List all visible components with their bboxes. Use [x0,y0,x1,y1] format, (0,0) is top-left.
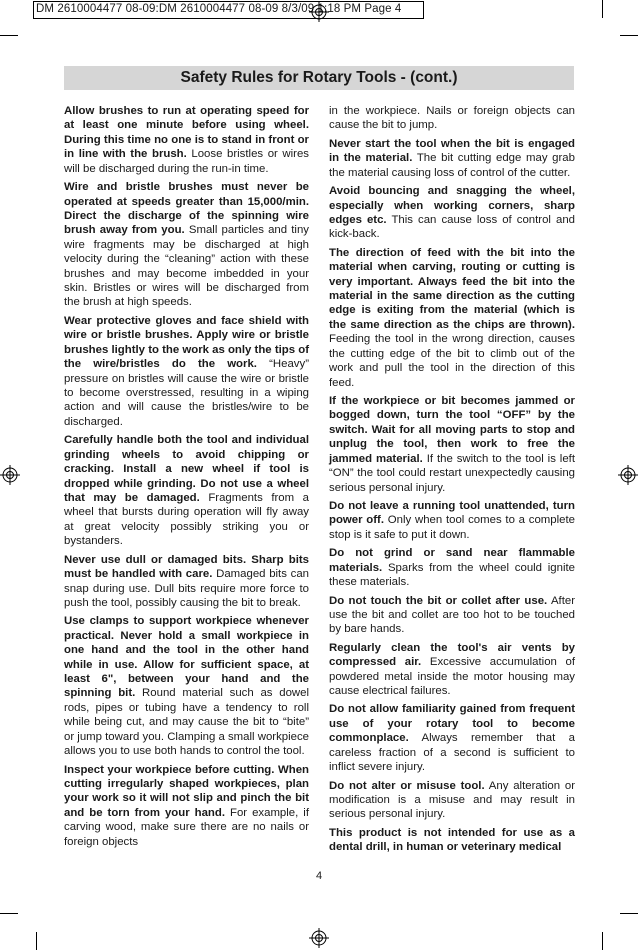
safety-rule-heading: Inspect your workpiece before cutting. When cutting irregularly shaped workpieces, plan your work so it will not slip and pinch the bit and be torn from your hand. [64,763,309,819]
safety-rule-heading: Never use dull or damaged bits. Sharp bits must be handled with care. [64,553,309,581]
safety-rule-text: For example, if carving wood, make sure there are no nails or foreign objects [64,806,309,848]
safety-rule-heading: The direction of feed with the bit into the material when carving, routing or cutting is very important. Always feed the bit into the material in the same direction as the cutting edge is exiting from the material (which is the same direction as the chips are thrown). [329,246,575,331]
safety-rule-heading: Wire and bristle brushes must never be operated at speeds greater than 15,000/min. Direct the discharge of the spinning wire brush away from you. [64,181,309,237]
safety-rule-paragraph [64,763,309,850]
safety-rule-text: The bit cutting edge may grab the material causing loss of control of the cutter. [329,152,575,179]
left-column [64,104,309,853]
safety-rule-heading: Do not leave a running tool unattended, turn power off. [329,499,575,527]
safety-rule-paragraph [329,826,575,855]
safety-rule-paragraph [329,184,575,242]
right-column [329,104,575,859]
safety-rule-paragraph [64,180,309,310]
safety-rule-text: Sparks from the wheel could ignite these materials. [329,561,575,589]
print-slug: DM 2610004477 08-09:DM 2610004477 08-09 8/3/09 1:18 PM Page 4 [36,3,402,15]
safety-rule-paragraph [329,779,575,822]
safety-rule-text: Excessive accumulation of powdered metal inside the motor housing may cause electrical failures. [329,656,575,698]
safety-rule-heading: Do not touch the bit or collet after use. [329,594,548,607]
safety-rule-paragraph [329,246,575,390]
registration-mark-icon [618,465,638,485]
safety-rule-heading: Never start the tool when the bit is engaged in the material. [329,137,575,165]
safety-rule-paragraph [64,314,309,429]
safety-rule-paragraph [329,641,575,699]
safety-rule-heading: Use clamps to support workpiece whenever practical. Never hold a small workpiece in one hand and the tool in the other hand while in use. Allow for sufficient space, at least 6", between your hand and the spinning bit. [64,615,309,700]
safety-rule-heading: Wear protective gloves and face shield with wire or bristle brushes. Apply wire or bristle brushes lightly to the work as only the tips of the wire/bristles do the work. [64,314,309,371]
safety-rule-heading: This product is not intended for use as a dental drill, in human or veterinary medical [329,826,575,854]
safety-rule-text: “Heavy” pressure on bristles will cause the wire or bristle to become overstressed, resulting in a wiping action and will cause the bristles/wire to be discharged. [64,358,309,428]
registration-mark-icon [0,465,20,485]
page-number: 4 [315,870,323,882]
safety-rule-paragraph [64,553,309,611]
safety-rule-text: Only when tool comes to a complete stop is it safe to put it down. [329,514,576,541]
safety-rule-paragraph [329,137,575,180]
safety-rule-paragraph [329,702,575,774]
safety-rule-heading: If the workpiece or bit becomes jammed or bogged down, turn the tool “OFF” by the switch. Wait for all moving parts to stop and unplug the tool, then work to free the jammed material. [329,395,575,465]
safety-rule-text: After use the bit and collet are too hot to be touched by bare hands. [329,594,575,636]
safety-rule-text: Loose bristles or wires will be discharged during the run-in time. [64,148,309,175]
crop-mark [602,0,603,18]
safety-rule-heading: Do not grind or sand near flammable materials. [329,547,575,574]
safety-rule-text: Small particles and tiny wire fragments may be discharged at high velocity during the “cleaning” action with these brushes and may become imbedded in your skin. Bristles or wires will be discharged from the brush at high speeds. [64,224,309,309]
registration-mark-icon [309,928,329,948]
registration-mark-icon [309,2,329,22]
safety-rule-text: in the workpiece. Nails or foreign objects can cause the bit to jump. [329,105,575,132]
safety-rule-heading: Allow brushes to run at operating speed for at least one minute before using wheel. During this time no one is to stand in front or in line with the brush. [64,105,309,161]
safety-rule-paragraph [64,614,309,758]
safety-rule-text: Round material such as dowel rods, pipes or tubing have a tendency to roll while being cut, and may cause the bit to “bite” or jump toward you. Clamping a small workpiece allows you to use both hands to control the tool. [64,687,309,758]
safety-rule-paragraph [329,394,575,495]
safety-rule-heading: Avoid bouncing and snagging the wheel, especially when working corners, sharp edges etc. [329,185,575,226]
safety-rule-paragraph [64,104,309,176]
safety-rule-text: Damaged bits can snap during use. Dull bits require more force to push the tool, possibly causing the bit to break. [64,568,309,609]
safety-rule-heading: Regularly clean the tool's air vents by compressed air. [329,641,575,669]
safety-rule-paragraph [64,433,309,548]
safety-rule-text: Feeding the tool in the wrong direction, causes the cutting edge of the bit to climb out of the work and pull the tool in the direction of this feed. [329,333,575,389]
page-title: Safety Rules for Rotary Tools - (cont.) [180,69,458,86]
safety-rule-paragraph [329,546,575,589]
crop-mark [620,913,638,914]
safety-rule-text: This can cause loss of control and kick-back. [329,213,575,241]
safety-rule-paragraph [329,104,575,133]
safety-rule-text: If the switch to the tool is left “ON” the tool could restart unexpectedly causing serious personal injury. [329,452,575,494]
title-banner [64,66,574,90]
safety-rule-text: Always remember that a careless fraction of a second is sufficient to inflict severe injury. [329,732,575,774]
crop-mark [620,35,638,36]
safety-rule-heading: Do not allow familiarity gained from frequent use of your rotary tool to become commonplace. [329,703,575,745]
safety-rule-paragraph [329,594,575,637]
safety-rule-text: Any alteration or modification is a misuse and may result in serious personal injury. [329,779,575,821]
safety-rule-heading: Carefully handle both the tool and individual grinding wheels to avoid chipping or cracking. Install a new wheel if tool is dropped while grinding. Do not use a wheel that may be damaged. [64,434,309,504]
crop-mark [36,932,37,950]
crop-mark [0,913,18,914]
safety-rule-paragraph [329,499,575,542]
safety-rule-heading: Do not alter or misuse tool. [329,779,485,792]
safety-rule-text: Fragments from a wheel that bursts during operation will fly away at great velocity possibly striking you or bystanders. [64,491,309,548]
crop-mark [602,932,603,950]
crop-mark [0,35,18,36]
